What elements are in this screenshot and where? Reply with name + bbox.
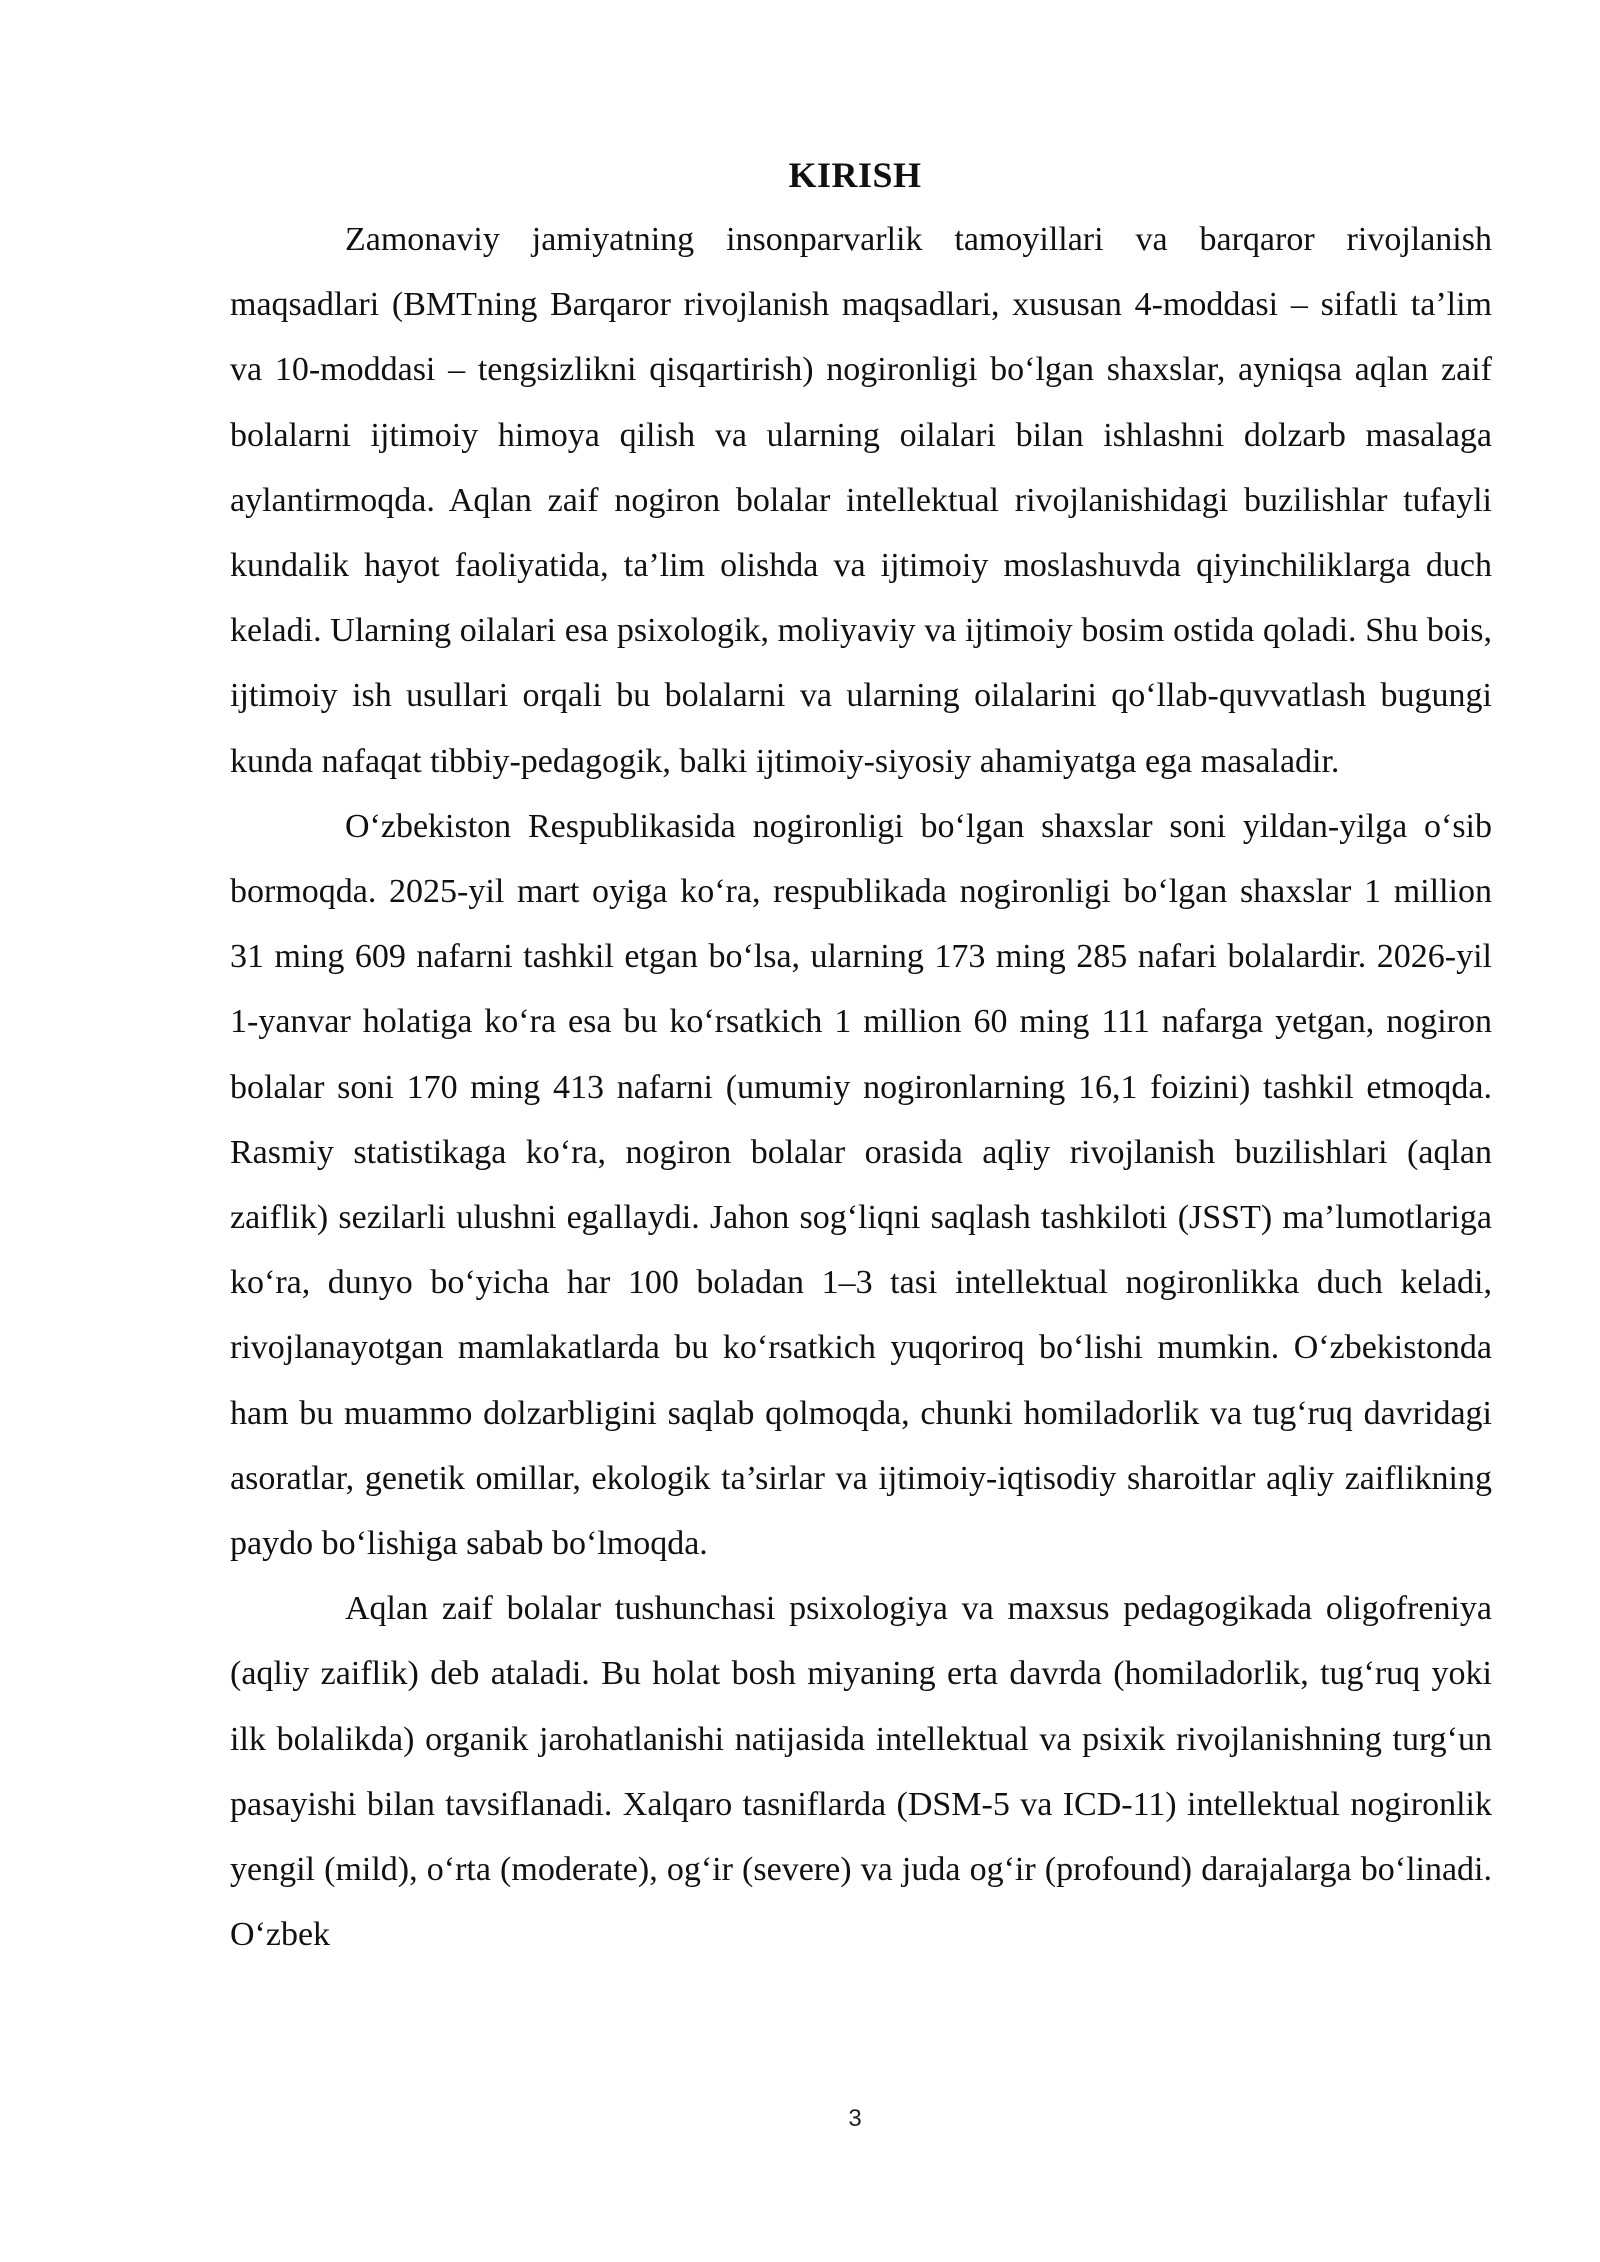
- document-body: [230, 207, 1492, 1967]
- paragraph-2: O‘zbekiston Respublikasida nogironligi bo‘lgan shaxslar soni yildan-yilga o‘sib bormoqda. 2025-yil mart oyiga ko‘ra, respublikada nogironligi bo‘lgan shaxslar 1 million 31 ming 609 nafarni tashkil etgan bo‘lsa, ularning 173 ming 285 nafari bolalardir. 2026-yil 1-yanvar holatiga ko‘ra esa bu ko‘rsatkich 1 million 60 ming 111 nafarga yetgan, nogiron bolalar soni 170 ming 413 nafarni (umumiy nogironlarning 16,1 foizini) tashkil etmoqda. Rasmiy statistikaga ko‘ra, nogiron bolalar orasida aqliy rivojlanish buzilishlari (aqlan zaiflik) sezilarli ulushni egallaydi. Jahon sog‘liqni saqlash tashkiloti (JSST) ma’lumotlariga ko‘ra, dunyo bo‘yicha har 100 boladan 1–3 tasi intellektual nogironlikka duch keladi, rivojlanayotgan mamlakatlarda bu ko‘rsatkich yuqoriroq bo‘lishi mumkin. O‘zbekistonda ham bu muammo dolzarbligini saqlab qolmoqda, chunki homiladorlik va tug‘ruq davridagi asoratlar, genetik omillar, ekologik ta’sirlar va ijtimoiy-iqtisodiy sharoitlar aqliy zaiflikning paydo bo‘lishiga sabab bo‘lmoqda.: [230, 807, 1492, 1563]
- page-number: 3: [848, 2105, 862, 2132]
- section-title: KIRISH: [788, 155, 922, 195]
- paragraph-3: Aqlan zaif bolalar tushunchasi psixologiya va maxsus pedagogikada oligofreniya (aqliy zaiflik) deb ataladi. Bu holat bosh miyaning erta davrda (homiladorlik, tug‘ruq yoki ilk bolalikda) organik jarohatlanishi natijasida intellektual va psixik rivojlanishning turg‘un pasayishi bilan tavsiflanadi. Xalqaro tasniflarda (DSM-5 va ICD-11) intellektual nogironlik yengil (mild), o‘rta (moderate), og‘ir (severe) va juda og‘ir (profound) darajalarga bo‘linadi. O‘zbek: [230, 1590, 1492, 1954]
- paragraph-1: Zamonaviy jamiyatning insonparvarlik tamoyillari va barqaror rivojlanish maqsadlari (BMTning Barqaror rivojlanish maqsadlari, xususan 4-moddasi – sifatli ta’lim va 10-moddasi – tengsizlikni qisqartirish) nogironligi bo‘lgan shaxslar, ayniqsa aqlan zaif bolalarni ijtimoiy himoya qilish va ularning oilalari bilan ishlashni dolzarb masalaga aylantirmoqda. Aqlan zaif nogiron bolalar intellektual rivojlanishidagi buzilishlar tufayli kundalik hayot faoliyatida, ta’lim olishda va ijtimoiy moslashuvda qiyinchiliklarga duch keladi. Ularning oilalari esa psixologik, moliyaviy va ijtimoiy bosim ostida qoladi. Shu bois, ijtimoiy ish usullari orqali bu bolalarni va ularning oilalarini qo‘llab-quvvatlash bugungi kunda nafaqat tibbiy-pedagogik, balki ijtimoiy-siyosiy ahamiyatga ega masaladir.: [230, 221, 1492, 780]
